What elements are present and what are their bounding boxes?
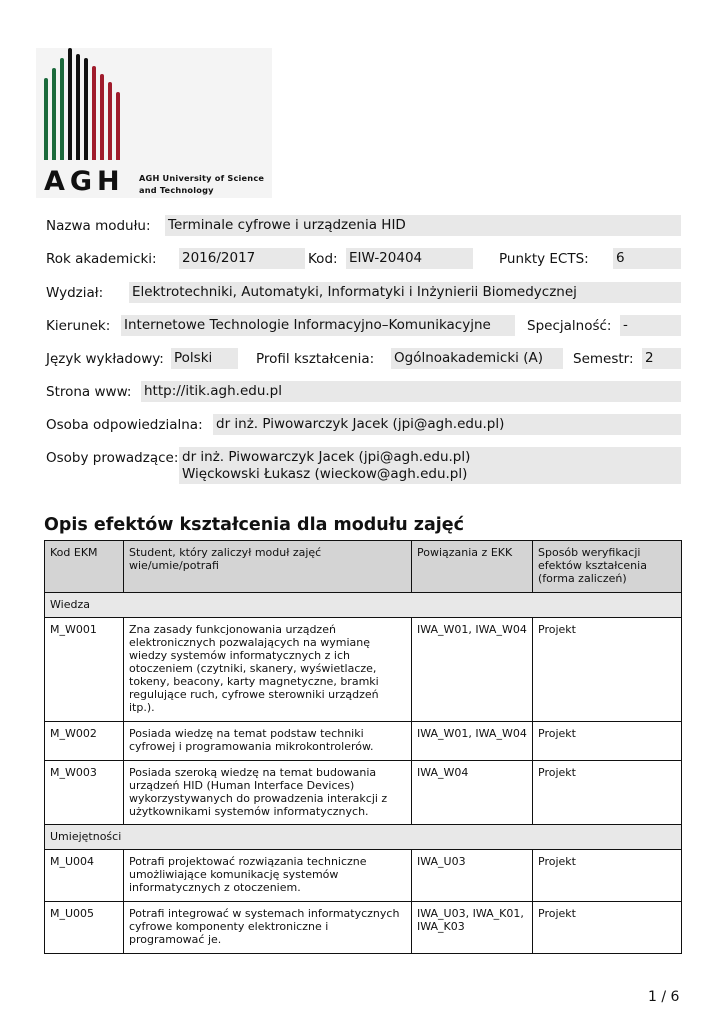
- wydzial-label: Wydział:: [46, 285, 104, 301]
- cell-kod: M_W001: [45, 618, 124, 722]
- cell-sposob: Projekt: [533, 761, 682, 825]
- header-sposob: Sposób weryfikacji efektów kształcenia (forma zaliczeń): [533, 541, 682, 593]
- table-row: [45, 850, 682, 902]
- cell-opis: Posiada szeroką wiedzę na temat budowania urządzeń HID (Human Interface Devices) wykorzystywanych do prowadzenia interakcji z użytkownikami systemów informatycznych.: [124, 761, 412, 825]
- osoby-prowadzace-label: Osoby prowadzące:: [46, 450, 179, 466]
- table-row: [45, 722, 682, 761]
- agh-logo-letters: AGH: [44, 166, 125, 197]
- agh-logo-emblem: [44, 48, 124, 160]
- table-row: [45, 618, 682, 722]
- header-powiazania: Powiązania z EKK: [412, 541, 533, 593]
- nazwa-modulu-value: Terminale cyfrowe i urządzenia HID: [165, 215, 681, 236]
- kod-label: Kod:: [308, 251, 338, 267]
- cell-opis: Zna zasady funkcjonowania urządzeń elektronicznych pozwalających na wymianę wiedzy systemów informatycznych z ich otoczeniem (czytniki, skanery, wyświetlacze, tokeny, beacony, karty magnetyczne, bramki regulujące ruch, cyfrowe sterowniki urządzeń itp.).: [124, 618, 412, 722]
- semestr-value: 2: [642, 348, 681, 369]
- cell-kod: M_U004: [45, 850, 124, 902]
- profil-label: Profil kształcenia:: [256, 351, 375, 367]
- cell-kod: M_U005: [45, 902, 124, 954]
- cell-powiazania: IWA_U03: [412, 850, 533, 902]
- section-label: Umiejętności: [45, 825, 682, 850]
- cell-sposob: Projekt: [533, 618, 682, 722]
- cell-powiazania: IWA_W04: [412, 761, 533, 825]
- prowadzacy-1: dr inż. Piwowarczyk Jacek (jpi@agh.edu.pl): [182, 449, 471, 465]
- section-label: Wiedza: [45, 593, 682, 618]
- ekm-table: [44, 540, 682, 954]
- cell-powiazania: IWA_W01, IWA_W04: [412, 618, 533, 722]
- section-row-umiejetnosci: [45, 825, 682, 850]
- nazwa-modulu-label: Nazwa modułu:: [46, 218, 151, 234]
- kierunek-value: Internetowe Technologie Informacyjno–Komunikacyjne: [121, 315, 515, 336]
- section-row-wiedza: [45, 593, 682, 618]
- table-row: [45, 902, 682, 954]
- cell-kod: M_W002: [45, 722, 124, 761]
- cell-kod: M_W003: [45, 761, 124, 825]
- specjalnosc-value: -: [620, 315, 681, 336]
- prowadzacy-2: Więckowski Łukasz (wieckow@agh.edu.pl): [182, 466, 468, 482]
- agh-logo-caption: [139, 172, 264, 196]
- specjalnosc-label: Specjalność:: [527, 318, 612, 334]
- osoba-odpowiedzialna-label: Osoba odpowiedzialna:: [46, 417, 203, 433]
- profil-value: Ogólnoakademicki (A): [391, 348, 563, 369]
- header-student: Student, który zaliczył moduł zajęć wie/umie/potrafi: [124, 541, 412, 593]
- cell-opis: Potrafi projektować rozwiązania techniczne umożliwiające komunikację systemów informatycznych z otoczeniem.: [124, 850, 412, 902]
- punkty-ects-value: 6: [613, 248, 681, 269]
- cell-sposob: Projekt: [533, 902, 682, 954]
- rok-akademicki-value: 2016/2017: [179, 248, 305, 269]
- punkty-ects-label: Punkty ECTS:: [499, 251, 589, 267]
- kod-value: EIW-20404: [346, 248, 473, 269]
- agh-logo-line2: and Technology: [139, 185, 214, 195]
- jezyk-label: Język wykładowy:: [46, 351, 164, 367]
- header-kod-ekm: Kod EKM: [45, 541, 124, 593]
- strona-www-value[interactable]: http://itik.agh.edu.pl: [141, 381, 681, 402]
- cell-powiazania: IWA_W01, IWA_W04: [412, 722, 533, 761]
- osoba-odpowiedzialna-value: dr inż. Piwowarczyk Jacek (jpi@agh.edu.pl): [213, 414, 681, 435]
- kierunek-label: Kierunek:: [46, 318, 111, 334]
- semestr-label: Semestr:: [573, 351, 634, 367]
- jezyk-value: Polski: [171, 348, 238, 369]
- rok-akademicki-label: Rok akademicki:: [46, 251, 157, 267]
- agh-logo-line1: AGH University of Science: [139, 173, 265, 183]
- cell-sposob: Projekt: [533, 722, 682, 761]
- table-row: [45, 761, 682, 825]
- osoby-prowadzace-value: [179, 447, 681, 484]
- cell-opis: Posiada wiedzę na temat podstaw techniki cyfrowej i programowania mikrokontrolerów.: [124, 722, 412, 761]
- section-title: Opis efektów kształcenia dla modułu zajęć: [44, 515, 465, 535]
- table-header-row: [45, 541, 682, 593]
- cell-sposob: Projekt: [533, 850, 682, 902]
- cell-powiazania: IWA_U03, IWA_K01, IWA_K03: [412, 902, 533, 954]
- wydzial-value: Elektrotechniki, Automatyki, Informatyki i Inżynierii Biomedycznej: [129, 282, 681, 303]
- cell-opis: Potrafi integrować w systemach informatycznych cyfrowe komponenty elektroniczne i programować je.: [124, 902, 412, 954]
- strona-www-label: Strona www:: [46, 384, 132, 400]
- page-number: 1 / 6: [648, 989, 680, 1005]
